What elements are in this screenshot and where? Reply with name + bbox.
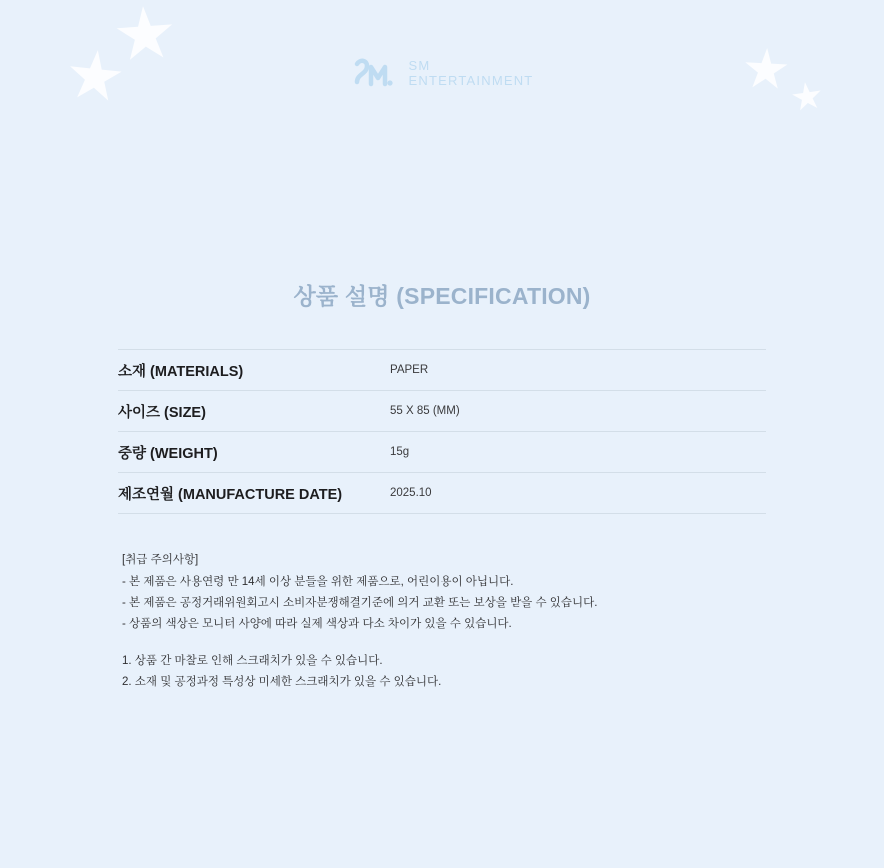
spec-label: 사이즈 (SIZE)	[118, 391, 390, 432]
page-title: 상품 설명 (SPECIFICATION)	[293, 283, 591, 309]
spec-value: 2025.10	[390, 473, 766, 514]
table-row	[118, 350, 766, 391]
notes-heading: [취급 주의사항]	[122, 554, 199, 566]
note-numbered-item: 1. 상품 간 마찰로 인해 스크래치가 있을 수 있습니다.	[122, 654, 383, 667]
table-row	[118, 432, 766, 473]
note-bullet: - 상품의 색상은 모니터 사양에 따라 실제 색상과 다소 차이가 있을 수 있습니다.	[122, 617, 512, 630]
table-row	[118, 391, 766, 432]
spec-label: 소재 (MATERIALS)	[118, 350, 390, 391]
note-bullet: - 본 제품은 사용연령 만 14세 이상 분들을 위한 제품으로, 어린이용이 아닙니다.	[122, 575, 514, 588]
table-row	[118, 473, 766, 514]
notes-bullets	[122, 572, 782, 635]
spec-label: 제조연월 (MANUFACTURE DATE)	[118, 473, 390, 514]
brand-line-2: ENTERTAINMENT	[408, 73, 534, 88]
notes-section	[122, 550, 782, 693]
notes-numbered	[122, 651, 782, 693]
brand-logo	[0, 52, 884, 96]
brand-line-1: SM	[408, 58, 431, 74]
spec-value: PAPER	[390, 350, 766, 391]
specification-section	[118, 278, 766, 514]
spec-value: 15g	[390, 432, 766, 473]
sm-logo-icon	[351, 52, 399, 96]
note-bullet: - 본 제품은 공정거래위원회고시 소비자분쟁해결기준에 의거 교환 또는 보상을 받을 수 있습니다.	[122, 596, 598, 609]
specification-table	[118, 349, 766, 514]
notes-spacer	[122, 635, 782, 651]
note-numbered-item: 2. 소재 및 공정과정 특성상 미세한 스크래치가 있을 수 있습니다.	[122, 675, 442, 688]
spec-value: 55 X 85 (MM)	[390, 391, 766, 432]
spec-label: 중량 (WEIGHT)	[118, 432, 390, 473]
